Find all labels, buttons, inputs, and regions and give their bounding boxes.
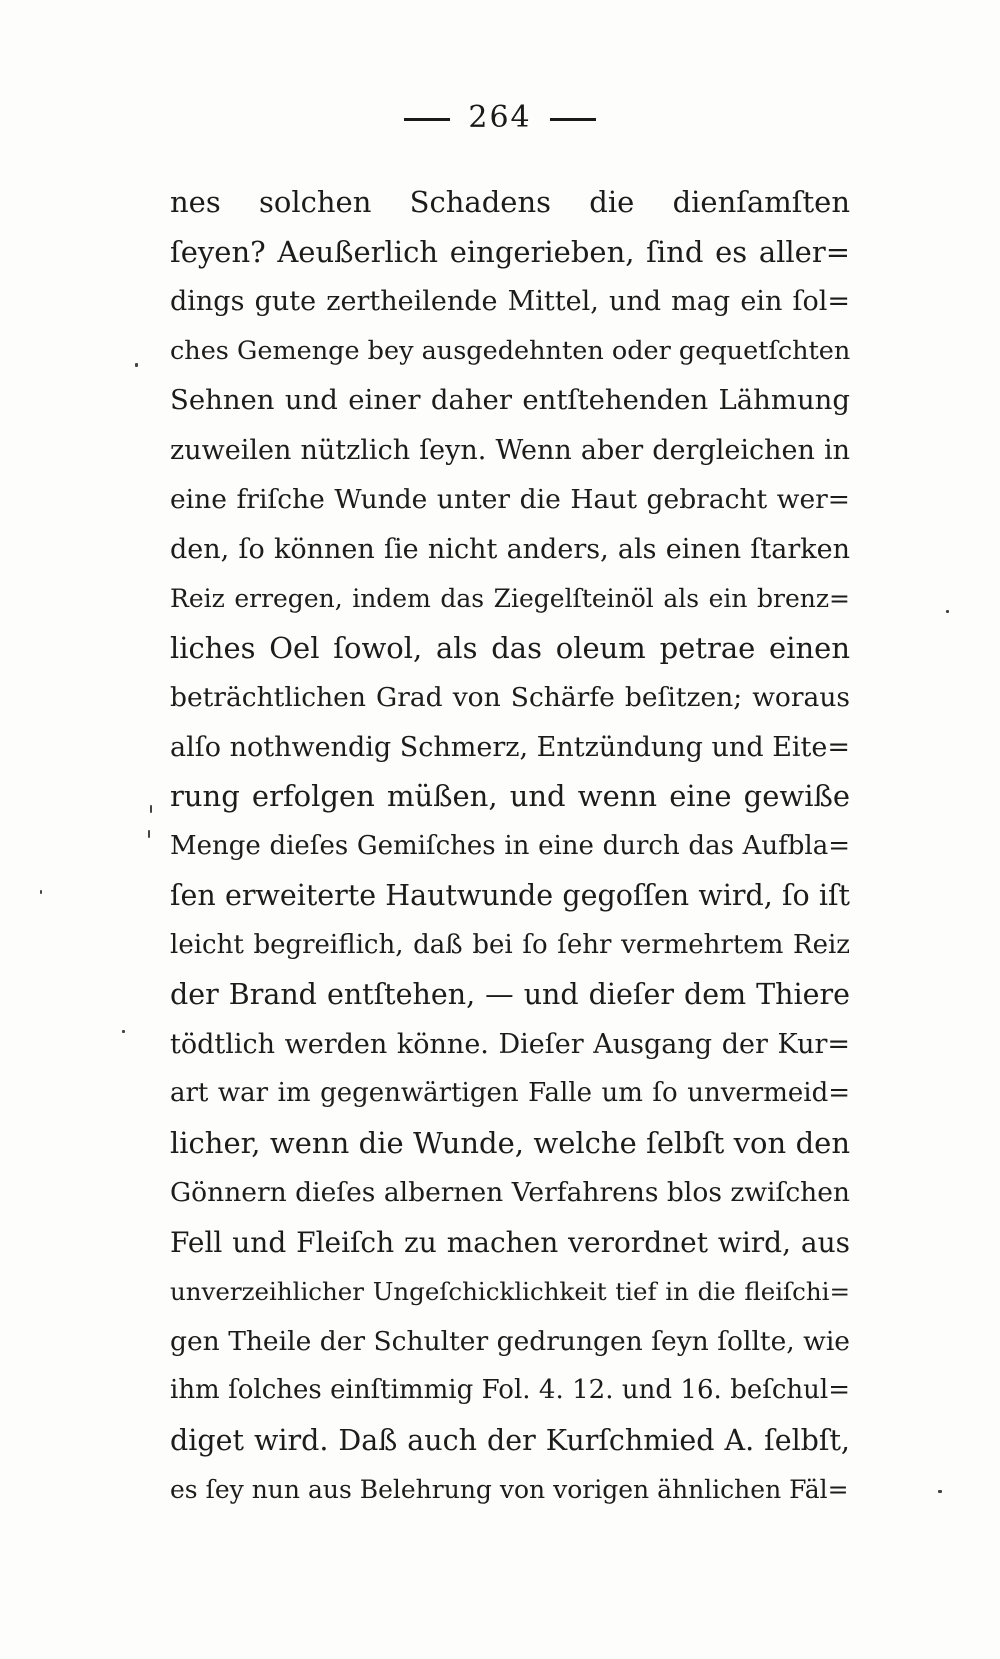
text-line: rung erfolgen müßen, und wenn eine gewiße xyxy=(170,779,850,813)
text-line: alſo nothwendig Schmerz, Entzündung und Eite= xyxy=(170,731,850,763)
text-line: nes solchen Schadens die dienſamſten xyxy=(170,185,850,219)
text-line: Gönnern dieſes albernen Verfahrens blos zwiſchen xyxy=(170,1177,850,1208)
text-line: Fell und Fleiſch zu machen verordnet wird, aus xyxy=(170,1225,850,1259)
text-line: eine friſche Wunde unter die Haut gebracht wer= xyxy=(170,484,850,515)
text-line: ihm ſolches einſtimmig Fol. 4. 12. und 16. beſchul= xyxy=(170,1375,850,1405)
text-line: es ſey nun aus Belehrung von vorigen ähnlichen Fäl= xyxy=(170,1475,849,1504)
paper-speck xyxy=(122,1030,125,1033)
text-line: den, ſo können ſie nicht anders, als einen ſtarken xyxy=(170,533,850,565)
text-line: Sehnen und einer daher entſtehenden Lähmung xyxy=(170,384,850,416)
text-line: beträchtlichen Grad von Schärfe beſitzen; woraus xyxy=(170,682,850,713)
text-line: dings gute zertheilende Mittel, und mag ein ſol= xyxy=(170,286,850,317)
text-line: ſen erweiterte Hautwunde gegoſſen wird, ſo iſt xyxy=(170,879,850,912)
text-line: der Brand entſtehen, — und dieſer dem Thiere xyxy=(170,978,850,1011)
text-line: diget wird. Daß auch der Kurſchmied A. ſelbſt, xyxy=(170,1423,850,1457)
header-dash-right xyxy=(550,118,596,121)
paper-speck xyxy=(148,830,150,838)
text-line: ches Gemenge bey ausgedehnten oder gequetſchten xyxy=(170,335,850,366)
page-header xyxy=(0,100,1000,135)
page-number: 264 xyxy=(468,100,532,135)
header-dash-left xyxy=(404,118,450,121)
text-line: licher, wenn die Wunde, welche ſelbſt von den xyxy=(170,1125,850,1160)
paper-speck xyxy=(135,363,138,367)
text-line: zuweilen nützlich ſeyn. Wenn aber dergleichen in xyxy=(170,434,850,466)
text-line: Reiz erregen, indem das Ziegelſteinöl als ein brenz= xyxy=(170,584,850,613)
text-line: ſeyen? Aeußerlich eingerieben, ſind es aller= xyxy=(170,234,850,269)
text-line: unverzeihlicher Ungeſchicklichkeit tief in die fleiſchi= xyxy=(170,1277,850,1306)
text-line: gen Theile der Schulter gedrungen ſeyn ſollte, wie xyxy=(170,1325,850,1357)
text-line: liches Oel ſowol, als das oleum petrae einen xyxy=(170,630,850,665)
paper-speck xyxy=(938,1490,942,1493)
text-line: leicht begreiflich, daß bei ſo ſehr vermehrtem Reiz xyxy=(170,929,850,960)
paper-speck xyxy=(40,890,42,894)
paper-speck xyxy=(946,610,949,613)
body-text xyxy=(170,178,850,1515)
text-line: tödtlich werden könne. Dieſer Ausgang der Kur= xyxy=(170,1028,850,1060)
text-line: art war im gegenwärtigen Falle um ſo unvermeid= xyxy=(170,1078,850,1108)
paper-speck xyxy=(150,805,152,813)
text-line: Menge dieſes Gemiſches in eine durch das Aufbla= xyxy=(170,830,850,861)
